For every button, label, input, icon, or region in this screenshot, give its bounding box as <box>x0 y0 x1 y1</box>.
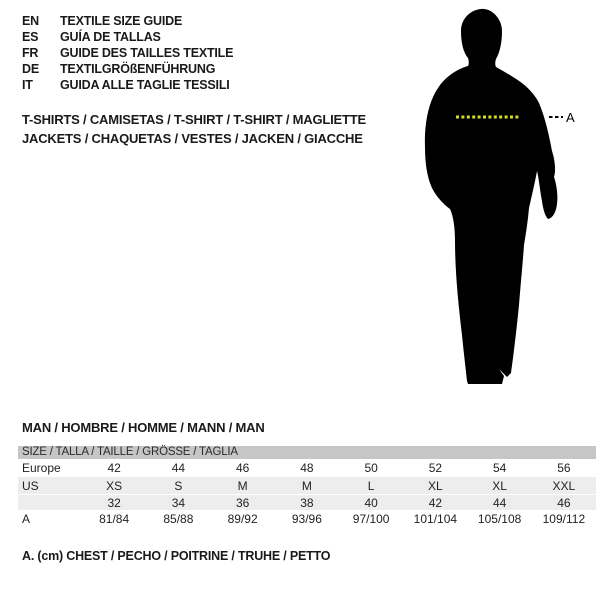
size-table-header: SIZE / TALLA / TAILLE / GRÖSSE / TAGLIA <box>18 446 596 459</box>
guide-title-it: GUIDA ALLE TAGLIE TESSILI <box>60 78 230 92</box>
language-row-es <box>22 29 233 45</box>
table-cell: 54 <box>492 461 507 475</box>
guide-title-de: TEXTILGRÖßENFÜHRUNG <box>60 62 216 76</box>
table-cell: 85/88 <box>163 512 194 526</box>
table-cell: 32 <box>107 495 121 510</box>
table-cell: 44 <box>492 495 507 510</box>
man-silhouette-shape <box>425 9 558 384</box>
table-cell: XS <box>106 478 123 493</box>
garment-category-lines <box>22 110 366 148</box>
man-silhouette-svg <box>412 5 582 390</box>
table-cell: 56 <box>557 461 571 475</box>
language-row-fr <box>22 45 233 61</box>
table-cell: 48 <box>300 461 314 475</box>
section-title-man: MAN / HOMBRE / HOMME / MANN / MAN <box>22 420 265 435</box>
table-row-europe <box>18 459 596 477</box>
table-cell: L <box>367 478 375 493</box>
language-code: IT <box>22 78 33 92</box>
row-label: US <box>22 478 39 493</box>
guide-title-fr: GUIDE DES TAILLES TEXTILE <box>60 46 234 60</box>
table-cell: 44 <box>171 461 186 475</box>
language-code: EN <box>22 14 39 28</box>
table-cell: 42 <box>107 461 121 475</box>
table-row-chest-a <box>18 510 596 528</box>
table-cell: 46 <box>557 495 571 510</box>
table-row-us-numeric <box>18 494 596 510</box>
measure-label-a: A <box>566 110 575 125</box>
row-label: Europe <box>22 461 61 475</box>
language-row-en <box>22 13 233 29</box>
table-cell: M <box>237 478 248 493</box>
table-row-us <box>18 477 596 494</box>
table-cell: 101/104 <box>413 512 458 526</box>
table-cell: 52 <box>428 461 443 475</box>
language-code: FR <box>22 46 39 60</box>
table-cell: 46 <box>235 461 250 475</box>
measurement-footnote: A. (cm) CHEST / PECHO / POITRINE / TRUHE / PETTO <box>22 549 331 563</box>
guide-title-en: TEXTILE SIZE GUIDE <box>60 14 183 28</box>
table-cell: 105/108 <box>477 512 522 526</box>
language-row-de <box>22 61 233 77</box>
language-row-it <box>22 77 233 93</box>
table-cell: 34 <box>171 495 186 510</box>
table-cell: 50 <box>364 461 378 475</box>
table-cell: XL <box>492 478 507 493</box>
table-cell: 40 <box>364 495 378 510</box>
language-code: DE <box>22 62 39 76</box>
table-cell: 42 <box>428 495 443 510</box>
table-cell: 36 <box>235 495 250 510</box>
language-code: ES <box>22 30 39 44</box>
table-cell: S <box>174 478 183 493</box>
table-cell: XL <box>428 478 443 493</box>
table-cell: 109/112 <box>542 512 586 526</box>
table-cell: 97/100 <box>352 512 390 526</box>
row-label: A <box>22 512 31 526</box>
table-cell: 93/96 <box>291 512 322 526</box>
category-line-tshirts: T-SHIRTS / CAMISETAS / T-SHIRT / T-SHIRT / MAGLIETTE <box>22 112 366 127</box>
size-table <box>18 446 596 528</box>
table-cell: 89/92 <box>227 512 258 526</box>
guide-title-es: GUÍA DE TALLAS <box>60 30 161 44</box>
man-silhouette-figure <box>412 5 582 390</box>
category-line-jackets: JACKETS / CHAQUETAS / VESTES / JACKEN / GIACCHE <box>22 131 363 146</box>
table-cell: 38 <box>300 495 314 510</box>
table-cell: XXL <box>552 478 576 493</box>
table-cell: M <box>301 478 312 493</box>
table-cell: 81/84 <box>99 512 130 526</box>
language-title-list <box>22 13 233 93</box>
